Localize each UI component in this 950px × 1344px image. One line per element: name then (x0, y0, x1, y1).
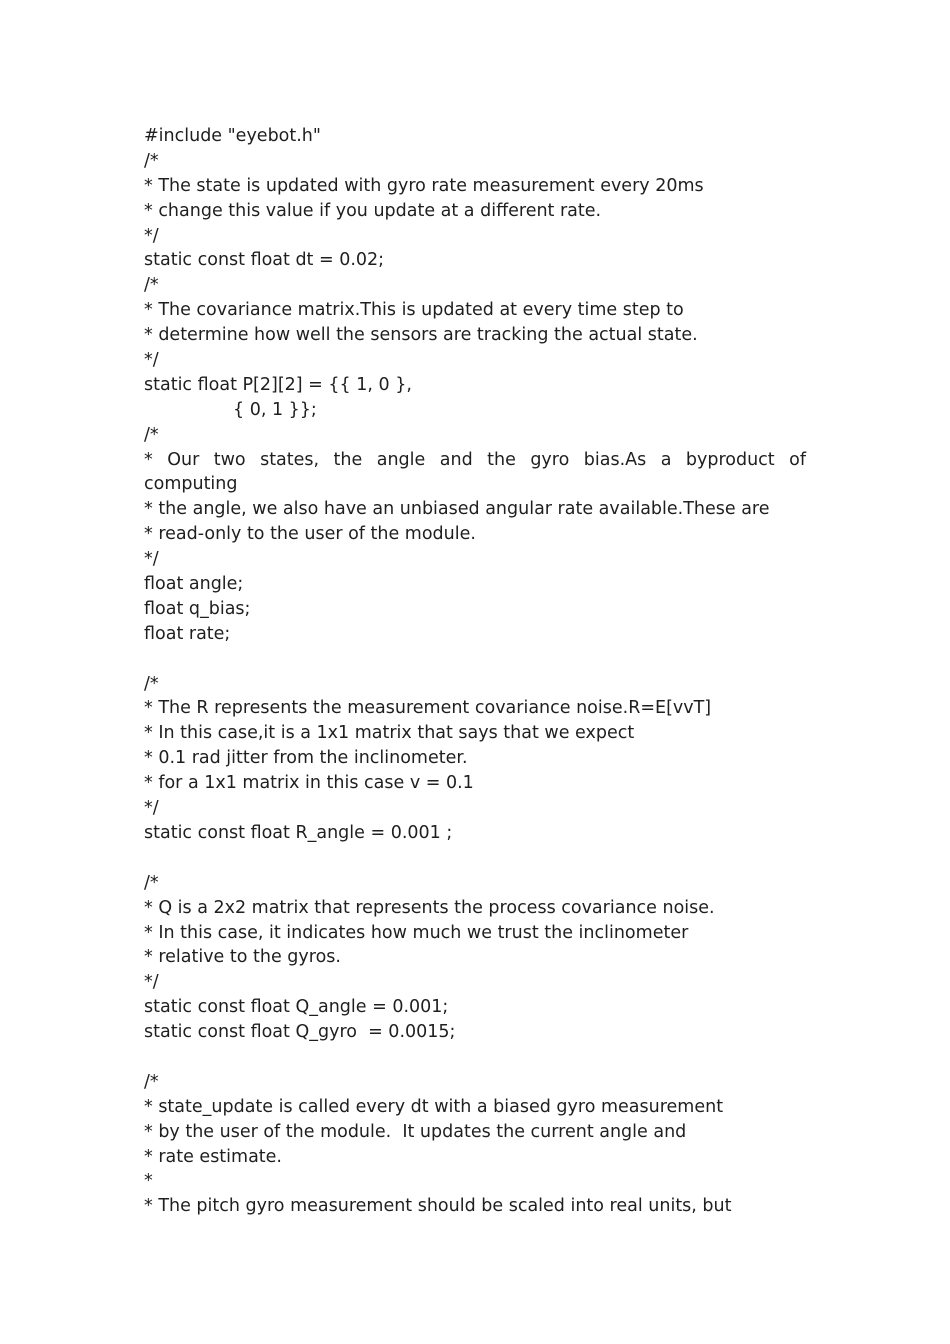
text-line: */ (144, 225, 159, 246)
code-text-block (144, 124, 806, 1219)
text-line: */ (144, 350, 159, 371)
text-line: * for a 1x1 matrix in this case v = 0.1 (144, 773, 474, 794)
text-line: static float P[2][2] = {{ 1, 0 }, (144, 374, 412, 395)
text-line: * determine how well the sensors are tracking the actual state. (144, 325, 698, 346)
text-line: { 0, 1 }}; (144, 399, 317, 420)
text-line: float angle; (144, 574, 244, 595)
text-line: * Q is a 2x2 matrix that represents the process covariance noise. (144, 897, 715, 918)
text-line: * read-only to the user of the module. (144, 524, 476, 545)
text-line: */ (144, 549, 159, 570)
text-line: * The state is updated with gyro rate measurement every 20ms (144, 175, 704, 196)
text-line: /* (144, 150, 159, 171)
text-line: * relative to the gyros. (144, 947, 341, 968)
text-line: float q_bias; (144, 598, 251, 619)
text-line: static const float Q_angle = 0.001; (144, 997, 449, 1018)
text-line-justified: * Our two states, the angle and the gyro bias.As a byproduct of (144, 449, 806, 470)
blank-line (144, 647, 806, 672)
text-line: */ (144, 972, 159, 993)
text-line: */ (144, 798, 159, 819)
blank-line (144, 1045, 806, 1070)
text-line: * state_update is called every dt with a biased gyro measurement (144, 1096, 724, 1117)
text-line: * by the user of the module. It updates the current angle and (144, 1121, 687, 1142)
text-line: * The pitch gyro measurement should be scaled into real units, but (144, 1196, 732, 1217)
text-line: * rate estimate. (144, 1146, 282, 1167)
text-line: /* (144, 275, 159, 296)
text-line: computing (144, 474, 238, 495)
text-line: * In this case, it indicates how much we trust the inclinometer (144, 922, 689, 943)
text-line: static const float dt = 0.02; (144, 250, 385, 271)
text-line: #include "eyebot.h" (144, 126, 321, 146)
text-line: * In this case,it is a 1x1 matrix that says that we expect (144, 723, 635, 744)
text-line: static const float Q_gyro = 0.0015; (144, 1022, 456, 1043)
text-line: /* (144, 424, 159, 445)
blank-line (144, 846, 806, 871)
text-line: float rate; (144, 623, 231, 644)
text-line: * The covariance matrix.This is updated at every time step to (144, 300, 684, 321)
text-line: /* (144, 1071, 159, 1092)
text-line: * change this value if you update at a different rate. (144, 200, 602, 221)
text-line: * (144, 1171, 153, 1192)
text-line: * the angle, we also have an unbiased angular rate available.These are (144, 499, 770, 520)
text-line: /* (144, 673, 159, 694)
text-line: static const float R_angle = 0.001 ; (144, 822, 453, 843)
text-line: * The R represents the measurement covariance noise.R=E[vvT] (144, 698, 712, 719)
text-line: /* (144, 872, 159, 893)
text-line: * 0.1 rad jitter from the inclinometer. (144, 748, 468, 769)
